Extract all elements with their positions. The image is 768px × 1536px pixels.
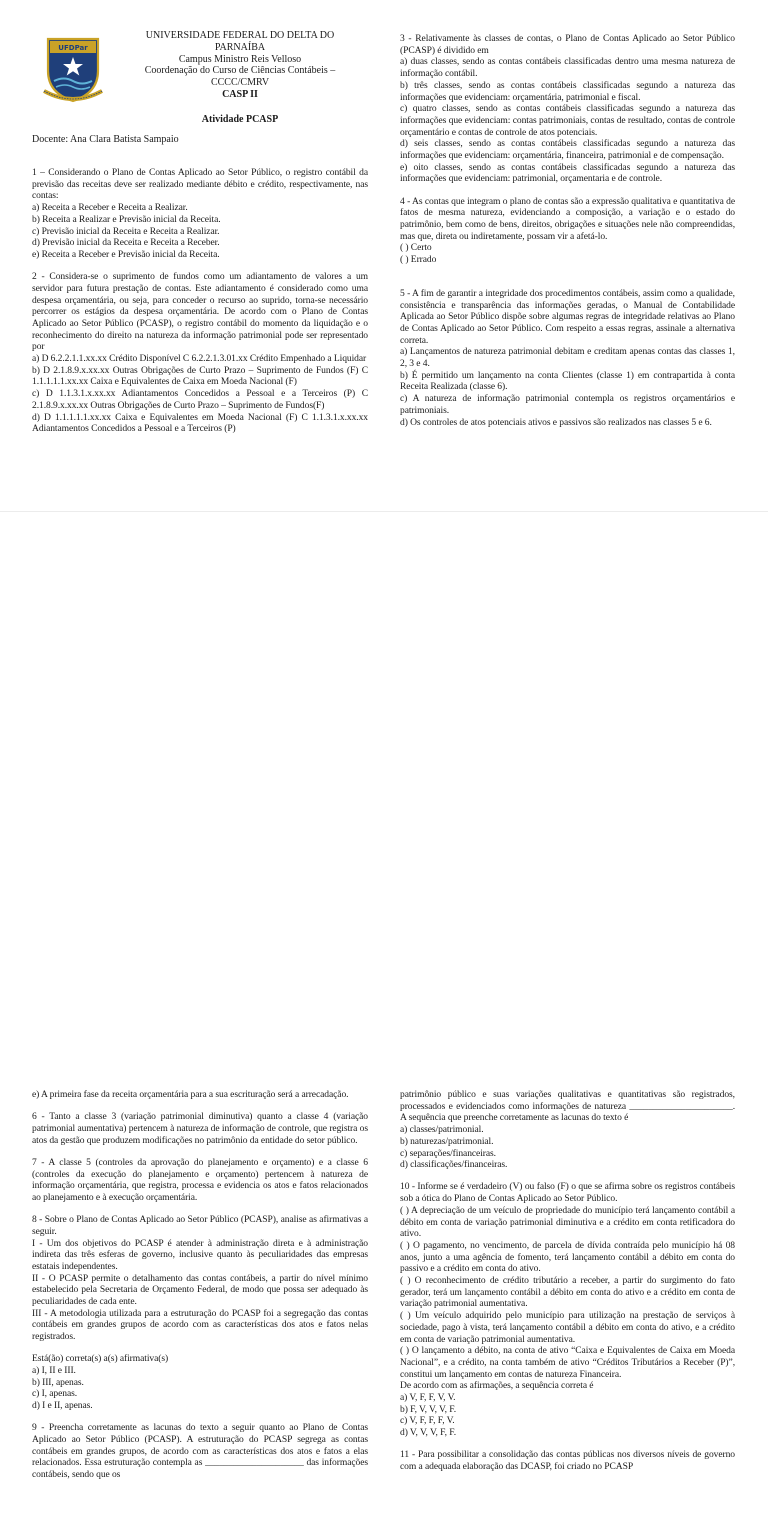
- question-paragraph: patrimônio público e suas variações qualitativas e quantitativas são registrados, processados e evidenciados como informações de natureza ______________________. A sequência que preenche corretamente as lacunas do texto é: [400, 1089, 735, 1124]
- question-paragraph: 6 - Tanto a classe 3 (variação patrimonial diminutiva) quanto a classe 4 (variação patrimonial aumentativa) pertencem à natureza de informação de controle, que registra os atos da gestão que produzem modificações no patrimônio da entidade do setor público.: [32, 1111, 368, 1146]
- page1-right-column: [400, 33, 735, 508]
- question-paragraph: 8 - Sobre o Plano de Contas Aplicado ao Setor Público (PCASP), analise as afirmativas a seguir.: [32, 1214, 368, 1237]
- question-paragraph: 9 - Preencha corretamente as lacunas do texto a seguir quanto ao Plano de Contas Aplicado ao Setor Público (PCASP). A estruturação do PCASP segrega as contas contábeis em grandes grupos, de acordo com as características dos atos e fatos a elas relacionados. Essa estruturação contempla as _____________________ das informações contábeis, sendo que os: [32, 1422, 368, 1481]
- question-paragraph: d) I e II, apenas.: [32, 1400, 93, 1412]
- question-paragraph: c) Previsão inicial da Receita e Receita a Realizar.: [32, 225, 220, 237]
- coordination-name: Coordenação do Curso de Ciências Contábeis – CCCC/CMRV: [144, 65, 336, 89]
- question-paragraph: 11 - Para possibilitar a consolidação das contas públicas nos diversos níveis de governo com a adequada elaboração das DCASP, foi criado no PCASP: [400, 1449, 735, 1473]
- question-paragraph: ( ) Um veículo adquirido pelo município para utilização na prestação de serviços à sociedade, pago à vista, terá lançamento contábil a débito em conta do ativo, e a crédito em conta de variação patrimonial aumentativa.: [400, 1310, 735, 1345]
- question-paragraph: ( ) Certo: [400, 242, 432, 254]
- question-paragraph: c) I, apenas.: [32, 1388, 78, 1400]
- campus-name: Campus Ministro Reis Velloso: [178, 53, 302, 65]
- question-paragraph: 3 - Relativamente às classes de contas, o Plano de Contas Aplicado ao Setor Público (PCASP) é dividido em: [400, 33, 735, 56]
- question-paragraph: c) V, F, F, F, V.: [400, 1415, 455, 1427]
- page2-left-column: [32, 1089, 368, 1536]
- question-paragraph: ( ) O pagamento, no vencimento, de parcela de dívida contraída pelo município há 08 anos, junto a uma agência de fomento, terá lançamento contábil a débito em conta do passivo e a crédito em conta do ativo.: [400, 1239, 735, 1275]
- document-header: [32, 30, 368, 150]
- page1-left-column: [32, 167, 368, 507]
- question-paragraph: b) III, apenas.: [32, 1376, 84, 1388]
- question-paragraph: b) D 2.1.8.9.x.xx.xx Outras Obrigações de Curto Prazo – Suprimento de Fundos (F) C 1.1.1.1.1.xx.xx Caixa e Equivalentes de Caixa em Moeda Nacional (F): [32, 364, 368, 388]
- question-paragraph: 4 - As contas que integram o plano de contas são a expressão qualitativa e quantitativa de fatos de mesma natureza, evidenciando a composição, a variação e o estado do patrimônio, bem como de bens, direitos, obrigações e situações nele não compreendidas, mas que, direta ou indiretamente, possam vir a afetá-lo.: [400, 195, 735, 242]
- question-paragraph: d) seis classes, sendo as contas contábeis classificadas segundo a natureza das informações que evidenciam: orçamentária, financeira, patrimonial e de compensação.: [400, 138, 735, 162]
- question-paragraph: 10 - Informe se é verdadeiro (V) ou falso (F) o que se afirma sobre os registros contábeis sob a ótica do Plano de Contas Aplicado ao Setor Público.: [400, 1181, 735, 1205]
- question-paragraph: b) É permitido um lançamento na conta Clientes (classe 1) em contrapartida à conta Receita Realizada (classe 6).: [400, 369, 735, 393]
- question-paragraph: ( ) O lançamento a débito, na conta de ativo “Caixa e Equivalentes de Caixa em Moeda Nacional”, e a crédito, na conta também de ativo “Créditos Tributários a Receber (P)”, constitui um lançamento em contas de natureza Financeira.: [400, 1345, 735, 1380]
- question-paragraph: d) classificações/financeiras.: [400, 1159, 508, 1171]
- question-paragraph: ( ) Errado: [400, 254, 437, 266]
- question-paragraph: b) Receita a Realizar e Previsão inicial da Receita.: [32, 213, 221, 225]
- question-paragraph: De acordo com as afirmações, a sequência correta é: [400, 1380, 594, 1392]
- question-paragraph: ( ) A depreciação de um veículo de propriedade do município terá lançamento contábil a débito em conta de variação patrimonial diminutiva e a crédito em conta retificadora do ativo.: [400, 1204, 735, 1240]
- page2-right-column: [400, 1089, 735, 1536]
- question-paragraph: I - Um dos objetivos do PCASP é atender à administração direta e à administração indireta das três esferas de governo, inclusive quanto às peculiaridades das empresas estatais independentes.: [32, 1237, 368, 1272]
- course-name: CASP II: [222, 88, 258, 100]
- institution-name: UNIVERSIDADE FEDERAL DO DELTA DO PARNAÍBA: [145, 30, 335, 53]
- question-paragraph: II - O PCASP permite o detalhamento das contas contábeis, a partir do nível mínimo estabelecido pela Secretaria de Orçamento Federal, de modo que possa ser adequado às peculiaridades de cada ente.: [32, 1272, 368, 1308]
- question-paragraph: 5 - A fim de garantir a integridade dos procedimentos contábeis, assim como a qualidade, consistência e transparência das informações geradas, o Manual de Contabilidade Aplicada ao Setor Público dispõe sobre algumas regras de integridade relativas ao Plano de Contas Aplicado ao Setor Público. Com respeito a essas regras, assinale a alternativa correta.: [400, 287, 735, 346]
- question-paragraph: c) separações/financeiras.: [400, 1147, 496, 1159]
- question-paragraph: b) naturezas/patrimonial.: [400, 1135, 494, 1147]
- teacher-name: Docente: Ana Clara Batista Sampaio: [32, 134, 179, 145]
- question-paragraph: a) classes/patrimonial.: [400, 1124, 484, 1136]
- question-paragraph: c) A natureza de informação patrimonial contempla os registros orçamentários e patrimoniais.: [400, 393, 735, 416]
- question-paragraph: III - A metodologia utilizada para a estruturação do PCASP foi a segregação das contas contábeis em grandes grupos de acordo com as características dos atos e fatos nelas registrados.: [32, 1307, 368, 1343]
- question-paragraph: e) A primeira fase da receita orçamentária para a sua escrituração será a arrecadação.: [32, 1089, 349, 1100]
- exam-page-1: [0, 0, 768, 512]
- question-paragraph: d) V, V, V, F, F.: [400, 1427, 457, 1439]
- question-paragraph: 1 – Considerando o Plano de Contas Aplicado ao Setor Público, o registro contábil da previsão das receitas deve ser realizado mediante débito e crédito, respectivamente, nas contas:: [32, 167, 368, 202]
- question-paragraph: a) D 6.2.2.1.1.xx.xx Crédito Disponível C 6.2.2.1.3.01.xx Crédito Empenhado a Liquidar: [32, 353, 367, 365]
- question-paragraph: d) Os controles de atos potenciais ativos e passivos são realizados nas classes 5 e 6.: [400, 416, 712, 428]
- question-paragraph: e) oito classes, sendo as contas contábeis classificadas segundo a natureza das informações que evidenciam: patrimonial, orçamentaria e de controle.: [400, 161, 735, 185]
- institution-block: [130, 30, 350, 101]
- question-paragraph: e) Receita a Receber e Previsão inicial da Receita.: [32, 248, 220, 260]
- question-paragraph: b) F, V, V, V, F.: [400, 1403, 457, 1415]
- question-paragraph: a) Lançamentos de natureza patrimonial debitam e creditam apenas contas das classes 1, 2, 3 e 4.: [400, 346, 735, 370]
- question-paragraph: a) I, II e III.: [32, 1365, 76, 1377]
- question-paragraph: a) V, F, F, V, V.: [400, 1392, 456, 1404]
- question-paragraph: a) duas classes, sendo as contas contábeis classificadas dentro uma mesma natureza de informação contábil.: [400, 56, 735, 80]
- activity-title: Atividade PCASP: [201, 114, 279, 125]
- question-paragraph: Está(ão) correta(s) a(s) afirmativa(s): [32, 1353, 169, 1365]
- question-paragraph: c) quatro classes, sendo as contas contábeis classificadas segundo a natureza das informações que evidenciam: contas patrimoniais, contas de resultado, contas de controle orçamentário e contas de controle de atos potenciais.: [400, 103, 735, 138]
- question-paragraph: c) D 1.1.3.1.x.xx.xx Adiantamentos Concedidos a Pessoal e a Terceiros (P) C 2.1.8.9.x.xx.xx Outras Obrigações de Curto Prazo – Suprimento de Fundos(F): [32, 388, 368, 411]
- question-paragraph: d) Previsão inicial da Receita e Receita a Receber.: [32, 237, 220, 249]
- question-paragraph: ( ) O reconhecimento de crédito tributário a receber, a partir do surgimento do fato gerador, terá um lançamento contábil a débito em conta do ativo e a crédito em conta de variação patrimonial aumentativa.: [400, 1275, 735, 1310]
- question-paragraph: a) Receita a Receber e Receita a Realizar.: [32, 202, 188, 214]
- svg-text:UFDPar: UFDPar: [58, 44, 88, 52]
- question-paragraph: 7 - A classe 5 (controles da aprovação do planejamento e orçamento) e a classe 6 (controles da execução do planejamento e orçamento) pertencem à natureza de informação orçamentária, que registra, processa e evidencia os atos e fatos relacionados ao planejamento e à execução orçamentária.: [32, 1156, 368, 1203]
- question-paragraph: d) D 1.1.1.1.1.xx.xx Caixa e Equivalentes em Moeda Nacional (F) C 1.1.3.1.x.xx.xx Adiantamentos Concedidos a Pessoal e a Terceiros (P): [32, 411, 368, 435]
- question-paragraph: b) três classes, sendo as contas contábeis classificadas segundo a natureza das informações que evidenciam: orçamentária, patrimonial e fiscal.: [400, 79, 735, 103]
- question-paragraph: 2 - Considera-se o suprimento de fundos como um adiantamento de valores a um servidor para futura prestação de contas. Este adiantamento é considerado como uma despesa orçamentária, ou seja, para conceder o recurso ao suprido, torna-se necessário percorrer os estágios da despesa orçamentária. De acordo com o Plano de Contas Aplicado ao Setor Público (PCASP), o registro contábil do momento da liquidação e o reconhecimento do direito na natureza da informação patrimonial pode ser representado por: [32, 271, 368, 353]
- university-crest-logo: [40, 33, 106, 103]
- exam-page-2: [0, 512, 768, 1481]
